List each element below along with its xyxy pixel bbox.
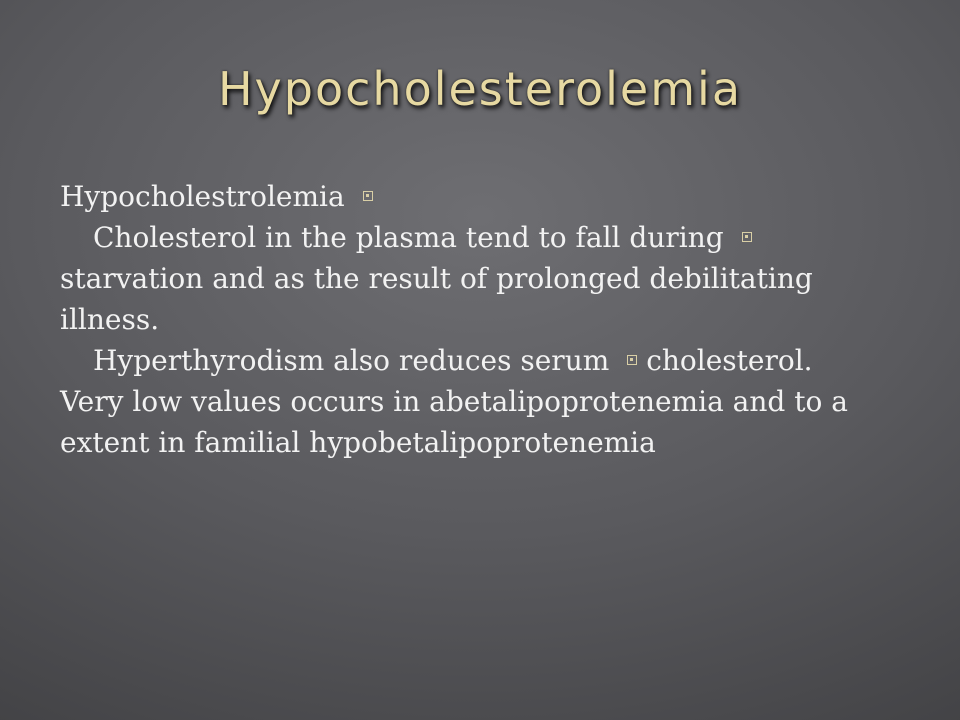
paragraph-2-rest: starvation and as the result of prolonged debilitating illness. [60,262,813,336]
paragraph-1-text: Hypocholestrolemia [60,180,345,213]
square-bullet-icon [742,232,752,242]
paragraph-3-line1: Hyperthyrodism also reduces serum [93,344,610,377]
slide-title: Hypocholesterolemia [217,62,743,116]
square-bullet-icon [627,355,637,365]
paragraph-2-line1: Cholesterol in the plasma tend to fall during [93,221,724,254]
paragraph-2 [60,217,860,340]
paragraph-3 [60,340,860,463]
square-bullet-icon [363,191,373,201]
slide-body [60,176,860,463]
paragraph-1 [60,176,860,217]
paragraph-3-rest: cholesterol. Very low values occurs in abetalipoprotenemia and to a extent in familial hypobetalipoprotenemia [60,344,848,459]
